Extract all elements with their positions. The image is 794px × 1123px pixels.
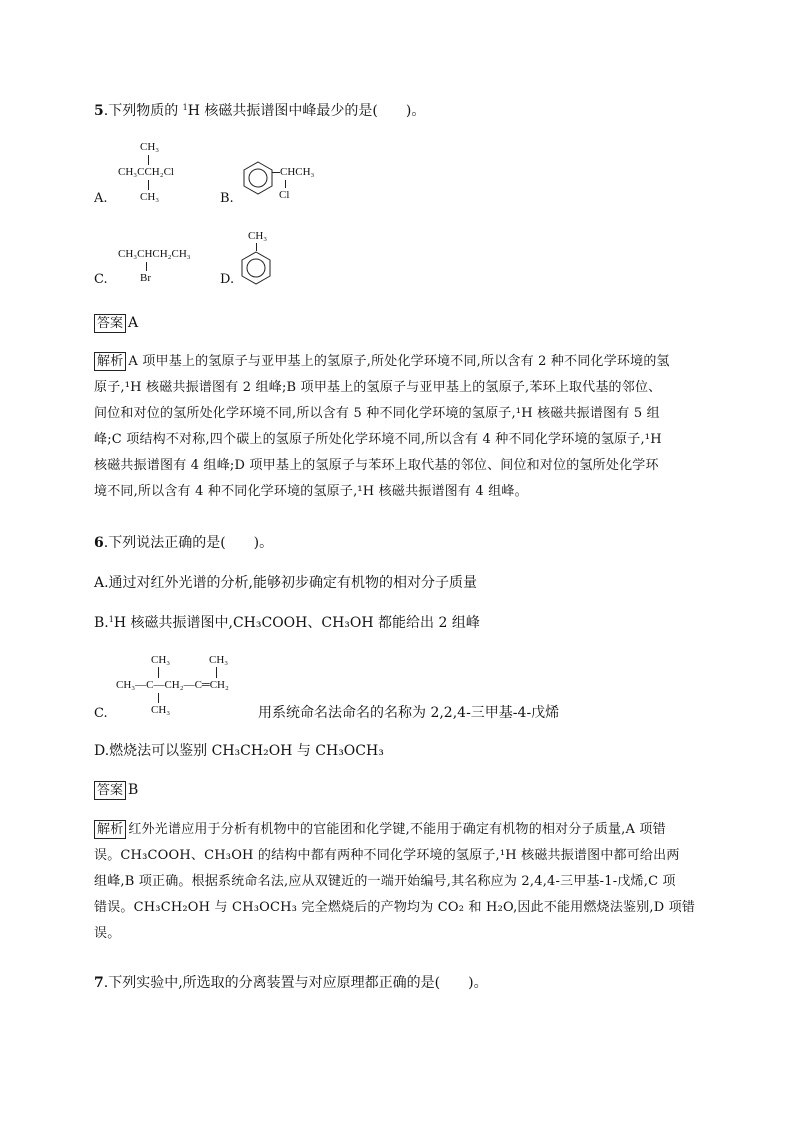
question-number: 5 (94, 103, 104, 119)
struct-q6-ch3-top2: CH₃ (209, 654, 229, 666)
benzene-ring-icon (238, 250, 274, 286)
question-5-stem: 5.下列物质的 $^1$H 核磁共振谱图中峰最少的是( )。 (94, 103, 426, 119)
struct-c-br: Br (140, 272, 151, 284)
option-c-text: 用系统命名法命名的名称为 2,2,4-三甲基-4-戊烯 (258, 705, 560, 721)
answer-value: A (128, 315, 139, 331)
bond-line (148, 180, 149, 190)
option-c-label: C. (94, 272, 108, 287)
analysis-block: 解析 A 项甲基上的氢原子与亚甲基上的氢原子,所处化学环境不同,所以含有 2 种不同化学环境的氢 原子,¹H 核磁共振谱图有 2 组峰;B 项甲基上的氢原子与亚甲基上的氢原子,苯环上取代基的邻位、 间位和对位的氢所处化学环境不同,所以含有 5 种不同化学环境的氢原子,¹H 核磁共振谱图有 5 组 峰;C 项结构不对称,四个碳上的氢原子所处化学环境不同,所以含有 4 种不同化学环境的氢原子,¹H 核磁共振谱图有 4 组峰;D 项甲基上的氢原子与苯环上取代基的邻位、间位和对位的氢所处化学环 境不同,所以含有 4 种不同化学环境的氢原子,¹H 核磁共振谱图有 4 组峰。 (94, 354, 670, 499)
struct-c-main: CH₃CHCH₂CH₃ (118, 248, 191, 260)
option-a-label: A. (94, 191, 108, 206)
option-b: B.$^1$H 核磁共振谱图中,CH₃COOH、CH₃OH 都能给出 2 组峰 (94, 615, 480, 631)
struct-b-chain: CHCH₃ (280, 166, 315, 178)
struct-d-ch3: CH₃ (248, 230, 268, 242)
answer-tag: 答案 (94, 781, 126, 800)
struct-q6-ch3-top1: CH₃ (151, 654, 171, 666)
question-number: 7 (94, 975, 104, 991)
bond-line (285, 180, 286, 188)
option-a: A.通过对红外光谱的分析,能够初步确定有机物的相对分子质量 (94, 575, 478, 591)
analysis-tag: 解析 (94, 820, 126, 839)
question-7-stem: 7.下列实验中,所选取的分离装置与对应原理都正确的是( )。 (94, 975, 488, 991)
struct-b-cl: Cl (279, 189, 290, 201)
analysis-block: 解析 红外光谱应用于分析有机物中的官能团和化学键,不能用于确定有机物的相对分子质量,A 项错 误。CH₃COOH、CH₃OH 的结构中都有两种不同化学环境的氢原子,¹H 核磁共振谱图中都可给出两 组峰,B 项正确。根据系统命名法,应从双键近的一端开始编号,其名称应为 2,4,4-三甲基-1-戊烯,C 项 错误。CH₃CH₂OH 与 CH₃OCH₃ 完全燃烧后的产物均为 CO₂ 和 H₂O,因此不能用燃烧法鉴别,D 项错 误。 (94, 822, 696, 941)
struct-q6-ch3-bot: CH₃ (151, 704, 171, 716)
question-6-stem: 6.下列说法正确的是( )。 (94, 535, 274, 551)
struct-a-ch3-top: CH₃ (140, 141, 160, 153)
answer-row (94, 313, 138, 333)
option-c-label: C. (94, 706, 108, 721)
option-b-label: B. (220, 191, 234, 206)
question-number: 6 (94, 535, 104, 551)
bond-line (146, 262, 147, 271)
bond-line (158, 667, 159, 678)
benzene-ring-icon (240, 160, 276, 196)
answer-value: B (128, 782, 139, 798)
answer-tag: 答案 (94, 314, 126, 333)
struct-a-ch3-bot: CH₃ (140, 191, 160, 203)
struct-q6-main: CH₃—C—CH₂—C═CH₂ (116, 679, 229, 691)
option-d: D.燃烧法可以鉴别 CH₃CH₂OH 与 CH₃OCH₃ (94, 743, 384, 759)
analysis-tag: 解析 (94, 352, 126, 371)
option-d-label: D. (220, 272, 235, 287)
bond-line (148, 155, 149, 165)
bond-line (216, 667, 217, 678)
struct-a-main: CH₃CCH₂Cl (118, 166, 174, 178)
answer-row (94, 780, 138, 800)
bond-line (158, 693, 159, 703)
bond-line (272, 172, 280, 173)
